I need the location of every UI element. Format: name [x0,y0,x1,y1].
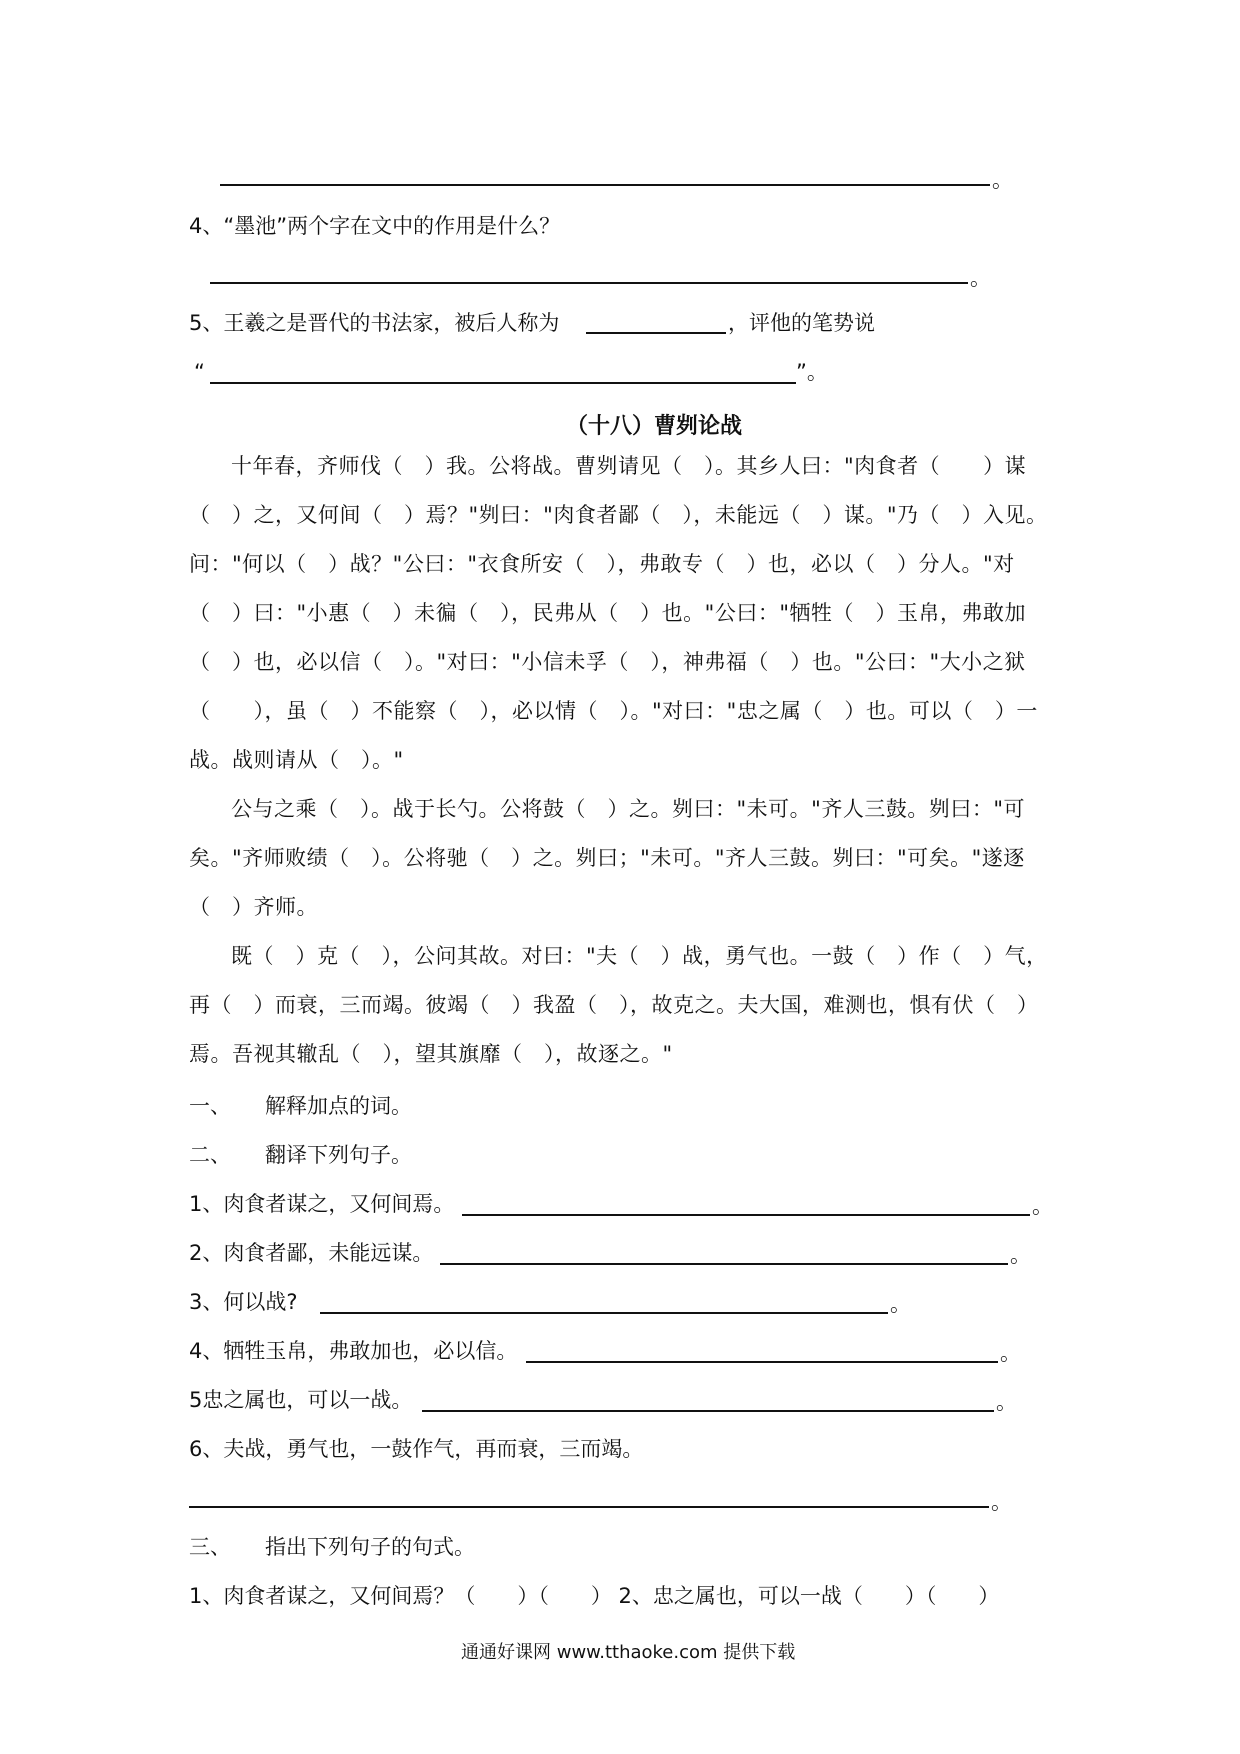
answer-line[interactable] [462,1214,1030,1216]
page-footer: 通通好课网 www.tthaoke.com 提供下载 [461,1642,796,1663]
answer-blank[interactable] [586,332,726,334]
section-2-heading: 翻译下列句子。 [265,1143,412,1167]
question-5-part-a: 5、王羲之是晋代的书法家，被后人称为 [189,311,560,335]
answer-line[interactable] [440,1263,1008,1265]
section-2-number: 二、 [189,1143,231,1167]
translate-item-2: 2、肉食者鄙，未能远谋。 [189,1241,434,1265]
quote-close: ”。 [796,360,828,384]
paragraph-3: 既（ ）克（ ），公问其故。对曰："夫（ ）战，勇气也。一鼓（ ）作（ ）气，再（ ）而衰，三而竭。彼竭（ ）我盈（ ），故克之。夫大国，难测也，惧有伏（ ）焉。吾视其辙乱（ ），望其旗靡（ ），故逐之。" [189,944,1048,1066]
sentence-pattern-items: 1、肉食者谋之，又何间焉？（ ）（ ） 2、忠之属也，可以一战（ ）（ ） [189,1584,1000,1608]
section-3-number: 三、 [189,1535,231,1559]
answer-line[interactable] [422,1410,994,1412]
answer-line[interactable] [526,1361,998,1363]
period-mark: 。 [970,266,991,290]
section-1-heading: 解释加点的词。 [265,1094,412,1118]
question-5-part-b: ，评他的笔势说 [728,311,875,335]
period-mark: 。 [1000,1341,1021,1365]
translate-item-1: 1、肉食者谋之，又何间焉。 [189,1192,455,1216]
answer-line[interactable] [210,282,968,284]
paragraph-2: 公与之乘（ ）。战于长勺。公将鼓（ ）之。刿曰："未可。"齐人三鼓。刿曰："可矣。"齐师败绩（ ）。公将驰（ ）之。刿曰；"未可。"齐人三鼓。刿曰："可矣。"遂逐（ ）齐师。 [189,797,1025,919]
period-mark: 。 [991,1490,1012,1514]
article-title: （十八）曹刿论战 [566,414,743,439]
answer-line[interactable] [220,184,990,186]
translate-item-3: 3、何以战? [189,1290,298,1314]
answer-line[interactable] [320,1312,888,1314]
period-mark: 。 [890,1292,911,1316]
question-4: 4、“墨池”两个字在文中的作用是什么？ [189,214,561,238]
period-mark: 。 [996,1390,1017,1414]
paragraph-1: 十年春，齐师伐（ ）我。公将战。曹刿请见（ ）。其乡人曰："肉食者（ ）谋（ ）之，又何间（ ）焉？"刿曰："肉食者鄙（ ），未能远（ ）谋。"乃（ ）入见。问："何以（ ）战？"公曰："衣食所安（ ），弗敢专（ ）也，必以（ ）分人。"对（ ）曰："小惠（ ）未徧（ ），民弗从（ ）也。"公曰："牺牲（ ）玉帛，弗敢加（ ）也，必以信（ ）。"对曰："小信未孚（ ），神弗福（ ）也。"公曰："大小之狱（ ），虽（ ）不能察（ ），必以情（ ）。"对曰："忠之属（ ）也。可以（ ）一战。战则请从（ ）。" [189,454,1048,772]
section-3-heading: 指出下列句子的句式。 [265,1535,475,1559]
period-mark: 。 [1032,1194,1053,1218]
section-1-number: 一、 [189,1094,231,1118]
quote-open: “ [194,360,205,384]
answer-line[interactable] [210,382,796,384]
translate-item-6: 6、夫战，勇气也，一鼓作气，再而衰，三而竭。 [189,1437,644,1461]
translate-item-4: 4、牺牲玉帛，弗敢加也，必以信。 [189,1339,518,1363]
answer-line[interactable] [189,1506,989,1508]
period-mark: 。 [992,168,1013,192]
article-passage [189,442,1061,1079]
period-mark: 。 [1010,1243,1031,1267]
translate-item-5: 5忠之属也，可以一战。 [189,1388,413,1412]
